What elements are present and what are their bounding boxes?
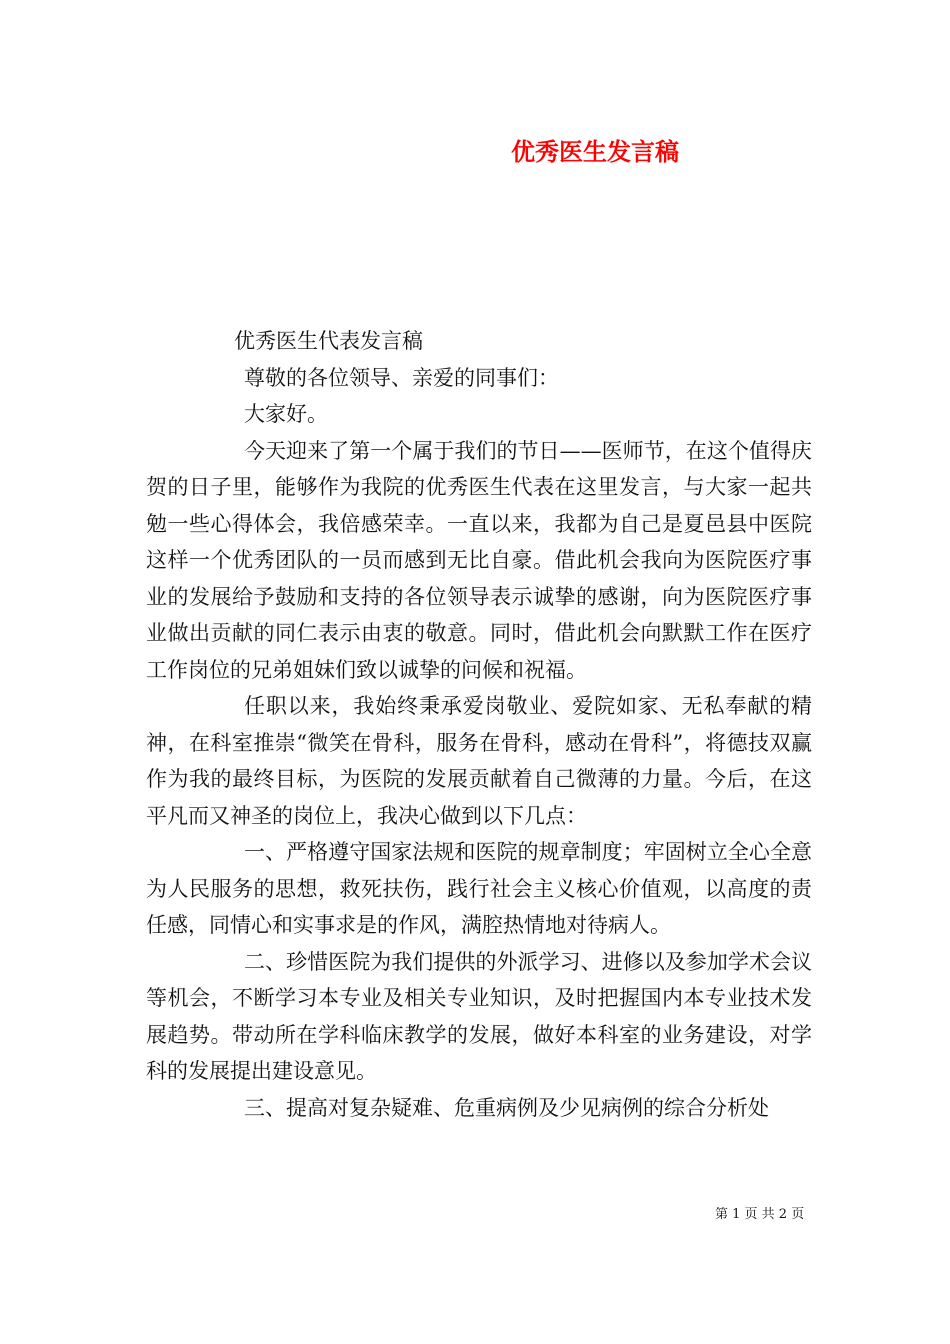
greeting: 大家好。 [244,402,328,426]
paragraph: 二、珍惜医院为我们提供的外派学习、进修以及参加学术会议等机会，不断学习本专业及相关专业知识，及时把握国内本专业技术发展趋势。带动所在学科临床教学的发展，做好本科室的业务建设，对学科的发展提出建设意见。 [146,949,812,1083]
document-subtitle: 优秀医生代表发言稿 [234,329,423,353]
salutation: 尊敬的各位领导、亲爱的同事们： [244,365,559,390]
paragraph: 今天迎来了第一个属于我们的节日——医师节，在这个值得庆贺的日子里，能够作为我院的优秀医生代表在这里发言，与大家一起共勉一些心得体会，我倍感荣幸。一直以来，我都为自己是夏邑县中医院这样一个优秀团队的一员而感到无比自豪。借此机会我向为医院医疗事业的发展给予鼓励和支持的各位领导表示诚挚的感谢，向为医院医疗事业做出贡献的同仁表示由衷的敬意。同时，借此机会向默默工作在医疗工作岗位的兄弟姐妹们致以诚挚的问候和祝福。 [146,438,812,682]
document-body [146,323,812,1126]
paragraph: 一、严格遵守国家法规和医院的规章制度；牢固树立全心全意为人民服务的思想，救死扶伤，践行社会主义核心价值观，以高度的责任感，同情心和实事求是的作风，满腔热情地对待病人。 [146,840,812,937]
page-number-footer: 第 1 页 共 2 页 [715,1207,805,1222]
document-title: 优秀医生发言稿 [511,137,679,166]
paragraph: 三、提高对复杂疑难、危重病例及少见病例的综合分析处 [244,1095,769,1120]
paragraph: 任职以来，我始终秉承爱岗敬业、爱院如家、无私奉献的精神，在科室推崇“微笑在骨科，服务在骨科，感动在骨科”，将德技双赢作为我的最终目标，为医院的发展贡献着自己微薄的力量。今后，在这平凡而又神圣的岗位上，我决心做到以下几点： [146,694,812,828]
